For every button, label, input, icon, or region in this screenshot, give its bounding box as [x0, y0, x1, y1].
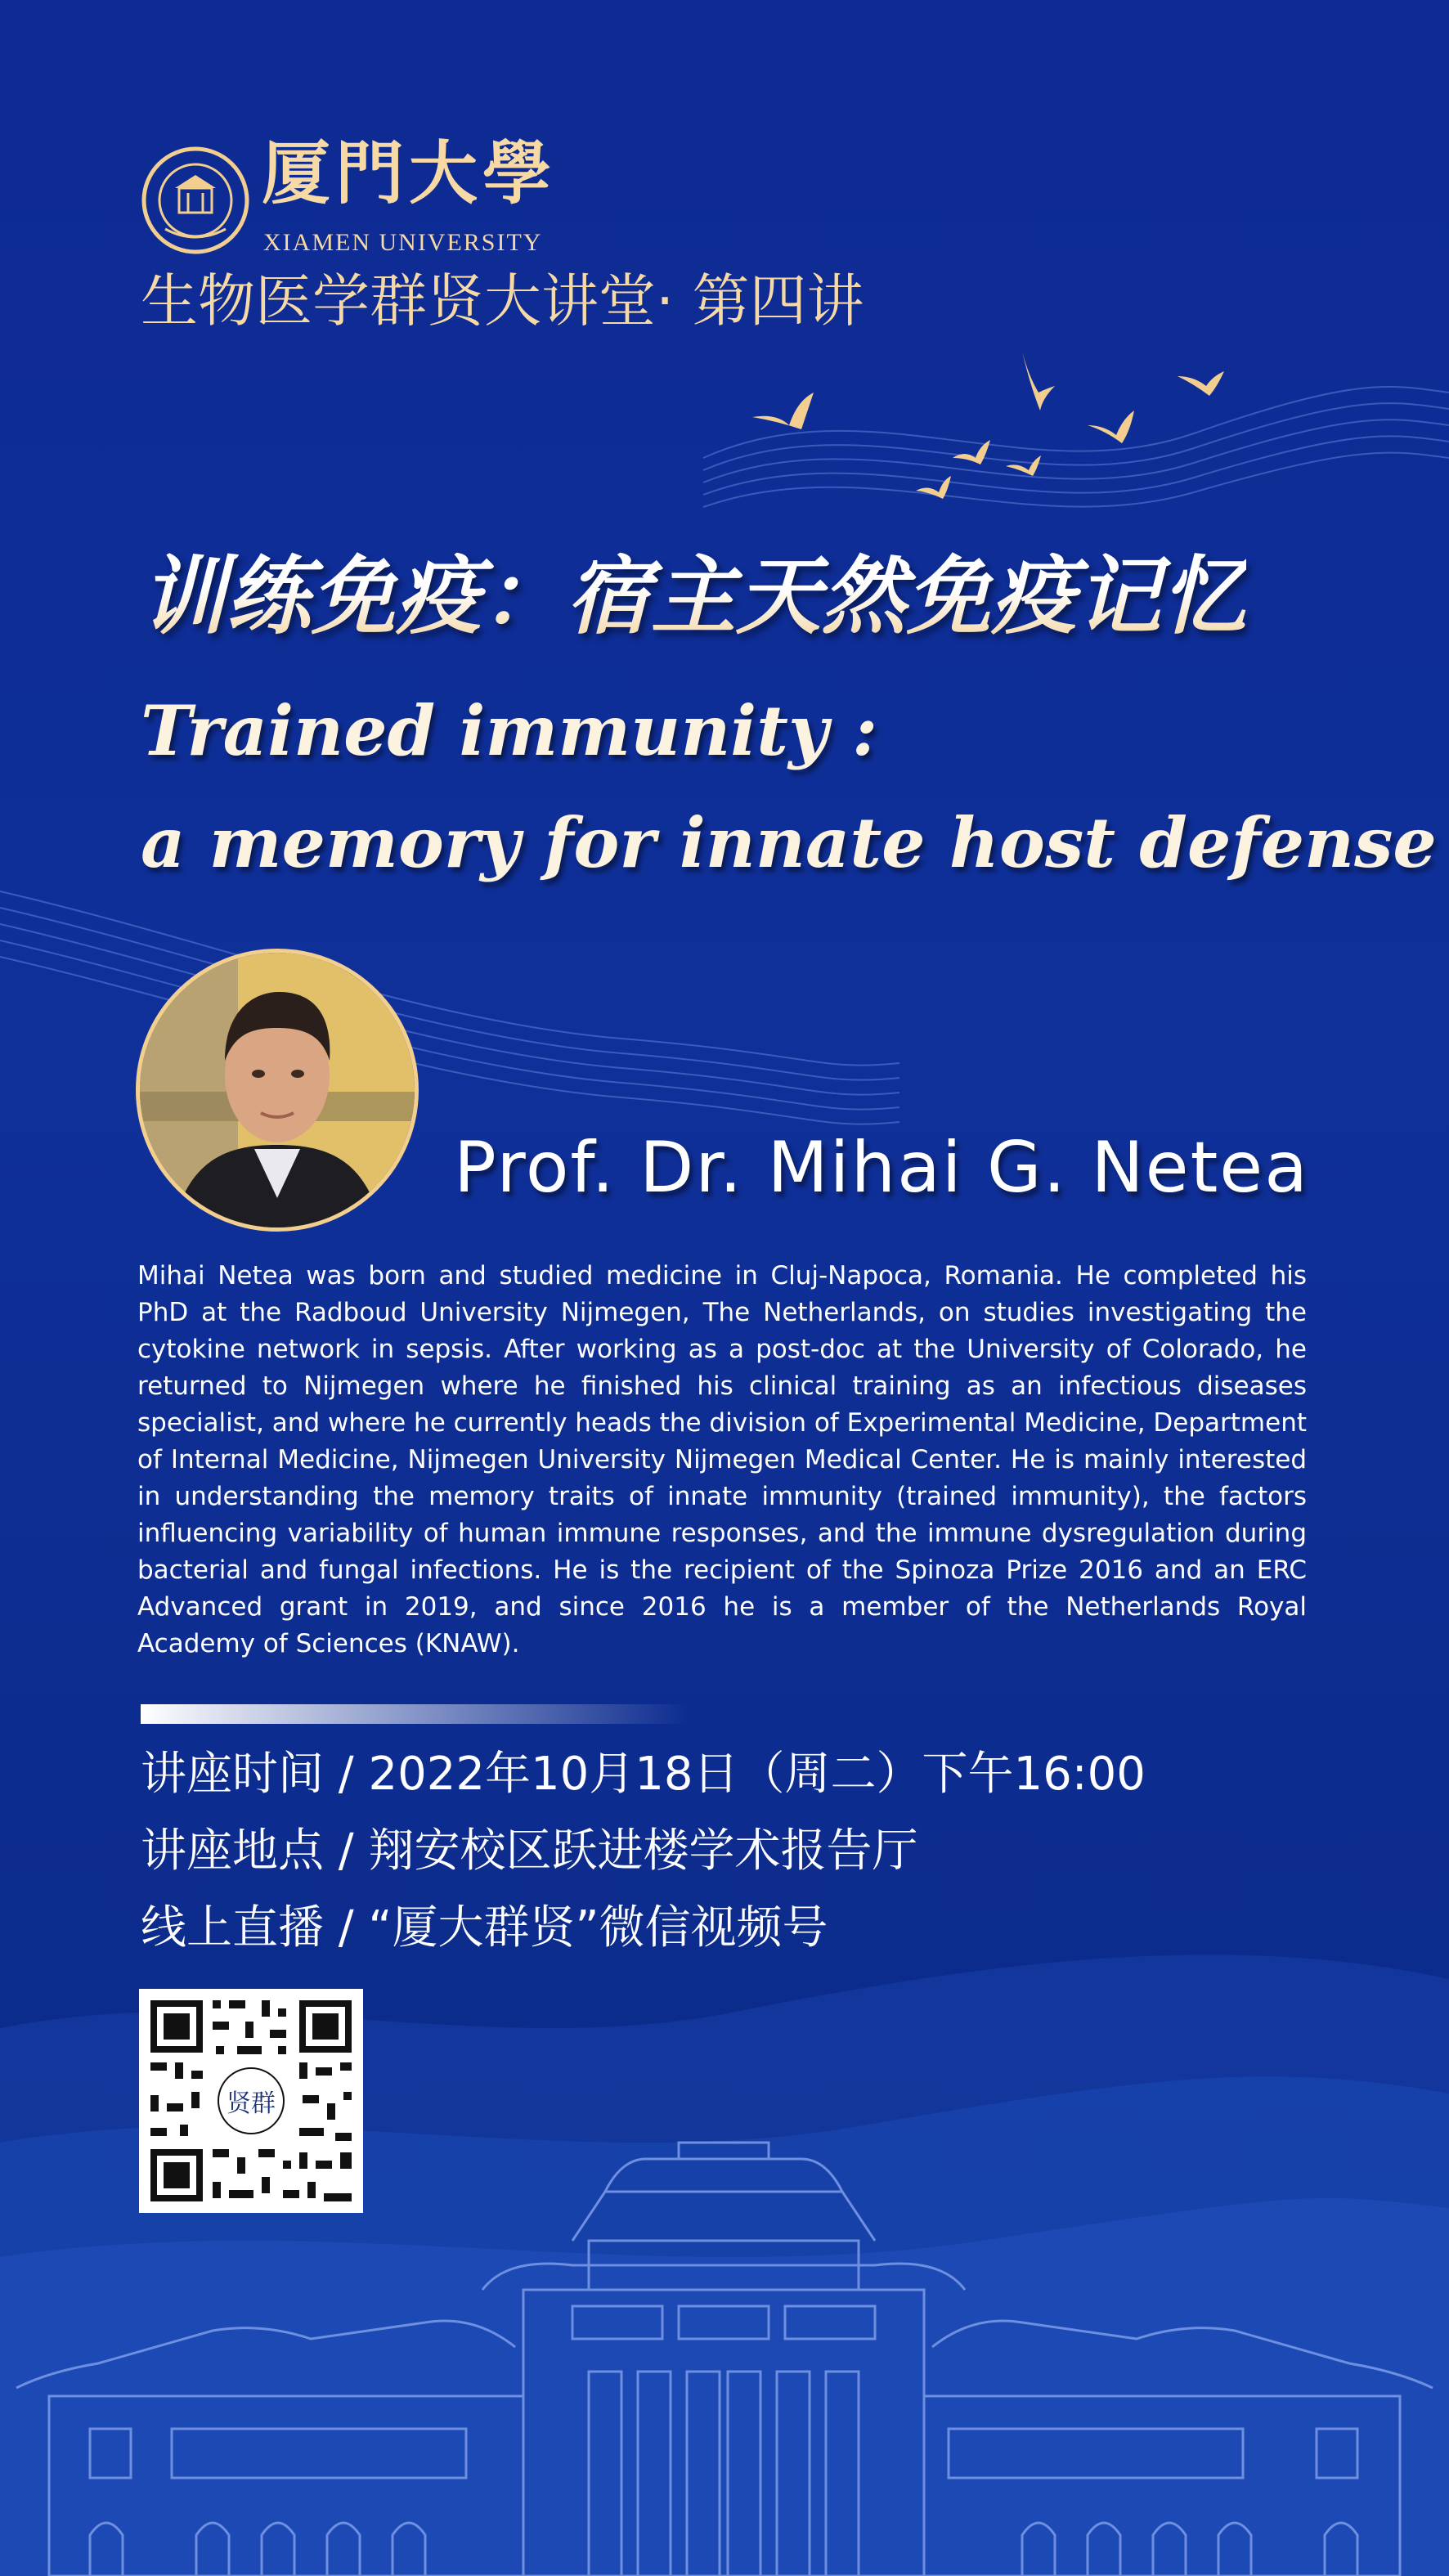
online-broadcast: 线上直播 / “厦大群贤”微信视频号 — [141, 1901, 828, 1954]
speaker-portrait — [136, 949, 419, 1232]
lecture-title-en-line1: Trained immunity : — [141, 690, 878, 771]
university-name-cn: 厦門大學 — [262, 132, 557, 213]
divider-bar — [141, 1704, 689, 1724]
qr-center-text: 贤群 — [227, 2089, 276, 2118]
speaker-photo — [140, 953, 415, 1227]
lecture-title-en-line2: a memory for innate host defense — [141, 802, 1437, 883]
building-illustration — [0, 2126, 1449, 2576]
lecture-series-title: 生物医学群贤大讲堂· 第四讲 — [141, 267, 864, 334]
lecture-time: 讲座时间 / 2022年10月18日（周二）下午16:00 — [141, 1748, 1146, 1801]
university-seal-icon — [141, 146, 250, 255]
lecture-title-cn: 训练免疫：宿主天然免疫记忆 — [141, 545, 1247, 646]
lecture-location: 讲座地点 / 翔安校区跃进楼学术报告厅 — [141, 1824, 918, 1878]
birds-illustration — [736, 335, 1243, 515]
speaker-bio: Mihai Netea was born and studied medicine in Cluj-Napoca, Romania. He completed his PhD at the Radboud University Nijmegen, The Netherlands, on studies investigating the cytokine network in sepsis. After working as a post-doc at the University of Colorado, he returned to Nijmegen where he finished his clinical training as an infectious diseases specialist, and where he currently heads the division of Experimental Medicine, Department of Internal Medicine, Nijmegen University Nijmegen Medical Center. He is mainly interested in understanding the memory traits of innate immunity (trained immunity), the factors influencing variability of human immune responses, and the immune dysregulation during bacterial and fungal infections. He is the recipient of the Spinoza Prize 2016 and an ERC Advanced grant in 2019, and since 2016 he is a member of the Netherlands Royal Academy of Sciences (KNAW). — [137, 1261, 1307, 1658]
university-name-en: XIAMEN UNIVERSITY — [263, 229, 543, 256]
speaker-name: Prof. Dr. Mihai G. Netea — [454, 1127, 1309, 1209]
